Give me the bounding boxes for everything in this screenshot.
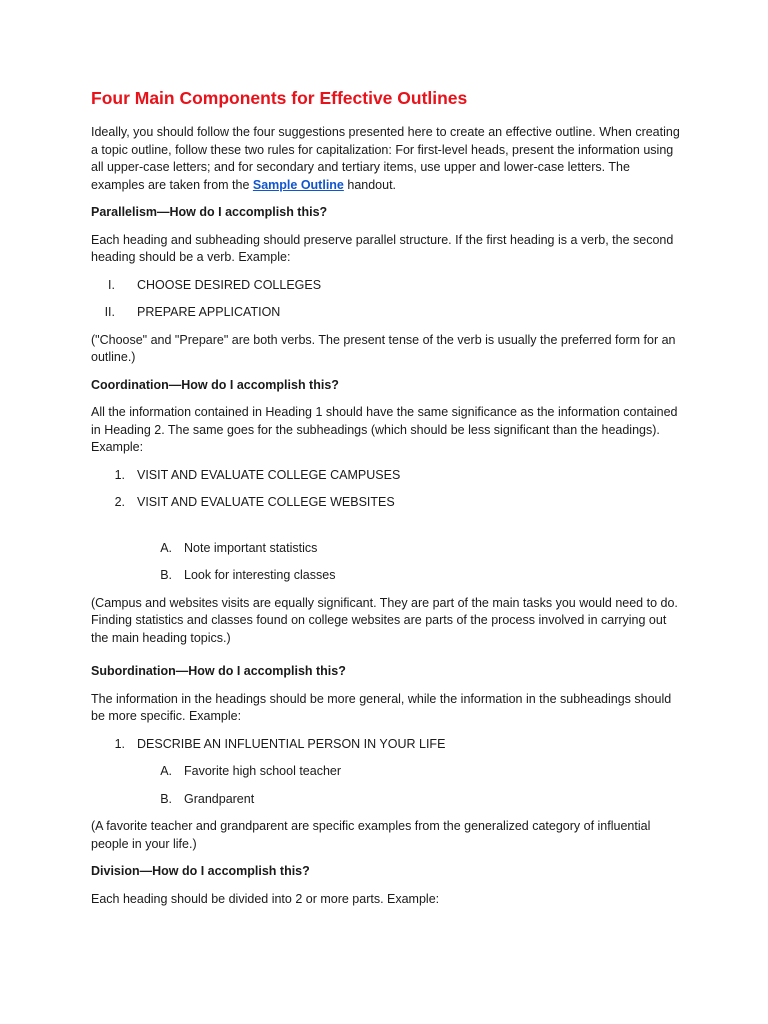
subordination-heading-dash: — — [175, 664, 189, 678]
list-item — [91, 791, 681, 809]
list-item-text: VISIT AND EVALUATE COLLEGE WEBSITES — [137, 495, 395, 509]
parallelism-body: Each heading and subheading should preserve parallel structure. If the first heading is a verb, the second heading should be a verb. Example: — [91, 232, 674, 264]
intro-text-before: Ideally, you should follow the four suggestions presented here to create an effective outline. When creating a topic outline, follow these two rules for capitalization: For first-level heads, present the information using all upper-case letters; and for secondary and tertiary items, use upper and lower-case letters. The examples are taken from the — [91, 125, 680, 192]
list-item — [91, 467, 681, 485]
list-item-text: DESCRIBE AN INFLUENTIAL PERSON IN YOUR LIFE — [137, 736, 446, 751]
subordination-heading-word: Subordination — [91, 664, 176, 678]
list-item-text: Grandparent — [184, 791, 255, 806]
sample-outline-link[interactable]: Sample Outline — [252, 177, 344, 192]
list-item-text: VISIT AND EVALUATE COLLEGE CAMPUSES — [137, 467, 401, 482]
parallelism-list — [91, 277, 681, 322]
coordination-sublist — [91, 540, 681, 585]
list-item-text: Look for interesting classes — [184, 568, 336, 582]
list-marker: 2. — [114, 495, 125, 509]
list-marker: B. — [160, 791, 172, 806]
parallelism-note: ("Choose" and "Prepare" are both verbs. The present tense of the verb is usually the preferred form for an outline.) — [91, 332, 676, 364]
list-item — [91, 540, 681, 558]
list-marker: II. — [104, 305, 115, 319]
list-item — [91, 494, 681, 512]
list-item — [91, 277, 681, 295]
list-item-text: PREPARE APPLICATION — [137, 305, 281, 319]
subordination-sublist — [91, 763, 681, 808]
list-marker: A. — [160, 540, 172, 555]
document-page — [91, 86, 681, 918]
list-marker: B. — [160, 568, 172, 582]
coordination-list — [91, 467, 681, 512]
division-heading: Division—How do I accomplish this? — [91, 864, 310, 878]
spacer — [91, 522, 681, 540]
subordination-heading-rest: How do I accomplish this? — [188, 664, 346, 678]
subordination-body: The information in the headings should be more general, while the information in the subheadings should be more specific. Example: — [91, 691, 672, 723]
subordination-list — [91, 736, 681, 754]
list-marker: I. — [108, 277, 115, 292]
list-item-text: Favorite high school teacher — [184, 764, 342, 778]
intro-paragraph — [91, 124, 681, 194]
list-item-text: CHOOSE DESIRED COLLEGES — [137, 277, 322, 292]
list-item-text: Note important statistics — [184, 540, 318, 555]
subordination-heading — [91, 663, 681, 681]
page-title: Four Main Components for Effective Outlines — [91, 88, 468, 108]
coordination-body: All the information contained in Heading 1 should have the same significance as the information contained in Heading 2. The same goes for the subheadings (which should be less significant than the headings). Example: — [91, 405, 678, 454]
intro-text-after: handout. — [343, 177, 397, 192]
subordination-note: (A favorite teacher and grandparent are specific examples from the generalized category of influential people in your life.) — [91, 819, 651, 851]
list-item — [91, 736, 681, 754]
list-item — [91, 567, 681, 585]
coordination-heading: Coordination—How do I accomplish this? — [91, 377, 339, 392]
list-item — [91, 763, 681, 781]
list-marker: 1. — [114, 736, 125, 751]
list-marker: 1. — [114, 467, 125, 482]
division-body: Each heading should be divided into 2 or more parts. Example: — [91, 891, 440, 906]
coordination-note: (Campus and websites visits are equally significant. They are part of the main tasks you would need to do. Finding statistics and classes found on college websites are parts of the process involved in carrying out the main heading topics.) — [91, 595, 678, 645]
list-marker: A. — [160, 764, 172, 778]
list-item — [91, 304, 681, 322]
parallelism-heading: Parallelism—How do I accomplish this? — [91, 205, 328, 219]
